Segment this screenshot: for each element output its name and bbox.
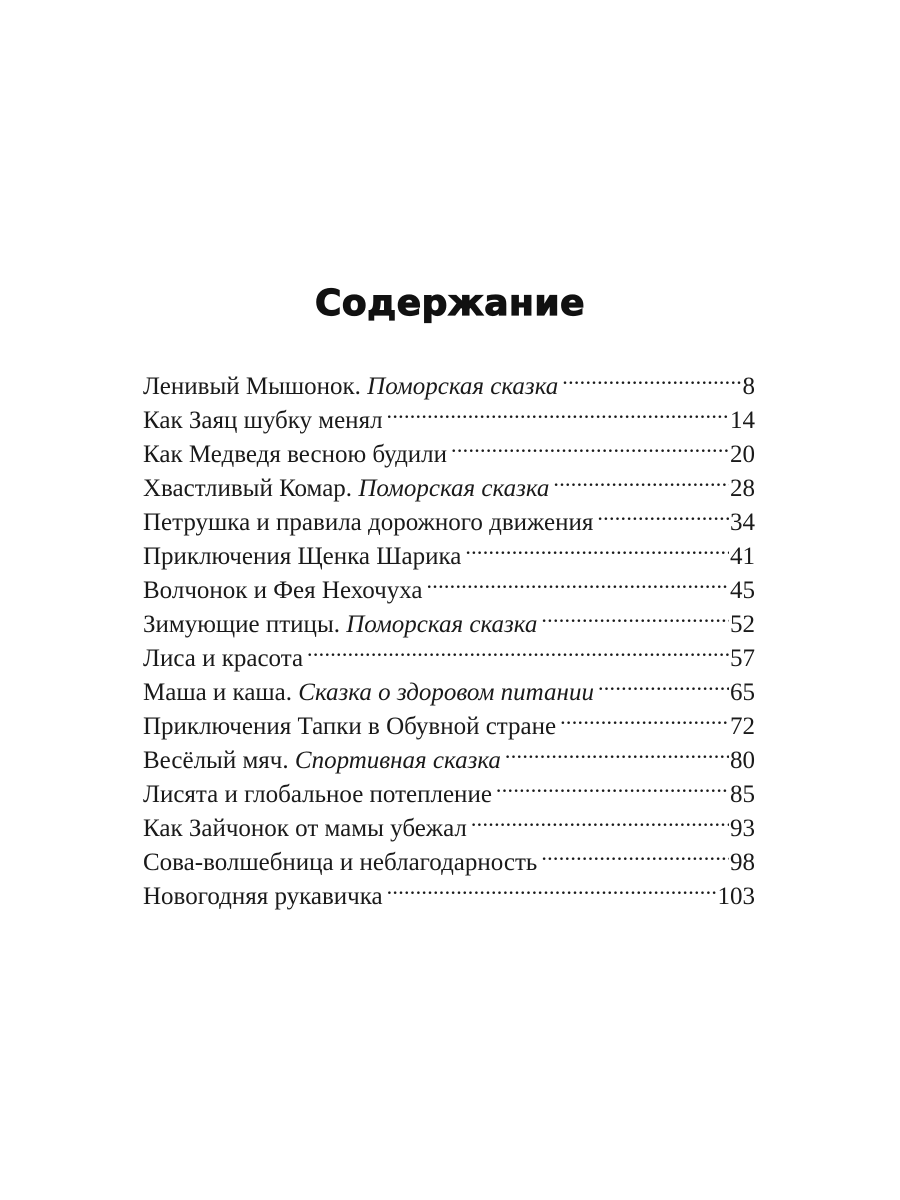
toc-entry-main-title: Приключения Тапки в Обувной стране: [143, 713, 557, 740]
toc-entry-page-number: 45: [730, 577, 755, 604]
dot-leader: [307, 632, 729, 666]
toc-entry-page-number: 34: [730, 509, 755, 536]
toc-entry-subtitle: Поморская сказка: [346, 611, 538, 638]
toc-entry-subtitle: Поморская сказка: [367, 373, 559, 400]
toc-entry[interactable]: [143, 360, 755, 400]
toc-entry-page-number: 93: [730, 815, 755, 842]
toc-entry-page-number: 20: [730, 441, 755, 468]
toc-entry-subtitle: Поморская сказка: [358, 475, 550, 502]
toc-entry-title: [143, 778, 492, 812]
dot-leader: [426, 564, 729, 598]
toc-entry-main-title: Петрушка и правила дорожного движения: [143, 509, 594, 536]
toc-entry-subtitle: Спортивная сказка: [294, 747, 501, 774]
table-of-contents: [143, 360, 755, 910]
dot-leader: [505, 734, 729, 768]
dot-leader: [465, 530, 729, 564]
toc-entry-main-title: Маша и каша.: [143, 679, 299, 706]
toc-entry-title: [143, 404, 383, 438]
dot-leader: [451, 428, 729, 462]
toc-entry-page-number: 41: [730, 543, 755, 570]
toc-entry-page-number: 14: [730, 407, 755, 434]
toc-entry-page-number: 57: [730, 645, 755, 672]
toc-entry-main-title: Ленивый Мышонок.: [143, 373, 368, 400]
toc-entry-main-title: Приключения Щенка Шарика: [143, 543, 462, 570]
toc-entry-title: [143, 710, 556, 744]
toc-entry-page-number: 65: [730, 679, 755, 706]
toc-entry-page-number: 98: [730, 849, 755, 876]
dot-leader: [560, 700, 729, 734]
toc-entry-main-title: Сова-волшебница и неблагодарность: [143, 849, 538, 876]
dot-leader: [562, 360, 741, 394]
toc-entry-main-title: Новогодняя рукавичка: [143, 883, 383, 910]
dot-leader: [541, 598, 729, 632]
toc-entry-title: [143, 744, 501, 778]
dot-leader: [553, 462, 729, 496]
toc-entry-page-number: 103: [717, 883, 755, 910]
toc-entry-main-title: Лисята и глобальное потепление: [143, 781, 492, 808]
dot-leader: [496, 768, 729, 802]
page-title: Содержание: [314, 283, 586, 324]
toc-entry-main-title: Хвастливый Комар.: [143, 475, 359, 502]
toc-entry-title: [143, 540, 461, 574]
toc-entry-title: [143, 438, 447, 472]
toc-entry-main-title: Весёлый мяч.: [143, 747, 295, 774]
dot-leader: [597, 496, 729, 530]
dot-leader: [471, 802, 729, 836]
toc-entry-page-number: 72: [730, 713, 755, 740]
toc-entry-title: [143, 472, 549, 506]
toc-entry-page-number: 52: [730, 611, 755, 638]
toc-entry-title: [143, 812, 467, 846]
toc-entry-title: [143, 642, 303, 676]
dot-leader: [541, 836, 729, 870]
toc-entry-main-title: Лиса и красота: [143, 645, 304, 672]
toc-entry-title: [143, 676, 594, 710]
toc-entry-title: [143, 574, 422, 608]
toc-entry-page-number: 80: [730, 747, 755, 774]
toc-entry-title: [143, 880, 383, 914]
dot-leader: [598, 666, 729, 700]
toc-entry-page-number: 28: [730, 475, 755, 502]
toc-entry-page-number: 85: [730, 781, 755, 808]
toc-entry-subtitle: Сказка о здоровом питании: [298, 679, 594, 706]
toc-entry-main-title: Зимующие птицы.: [143, 611, 347, 638]
toc-entry-main-title: Как Зайчонок от мамы убежал: [143, 815, 467, 842]
toc-entry-page-number: 8: [742, 373, 755, 400]
dot-leader: [387, 870, 717, 904]
toc-entry-main-title: Как Заяц шубку менял: [143, 407, 383, 434]
dot-leader: [387, 394, 729, 428]
toc-entry-main-title: Как Медведя весною будили: [143, 441, 448, 468]
toc-entry-main-title: Волчонок и Фея Нехочуха: [143, 577, 423, 604]
